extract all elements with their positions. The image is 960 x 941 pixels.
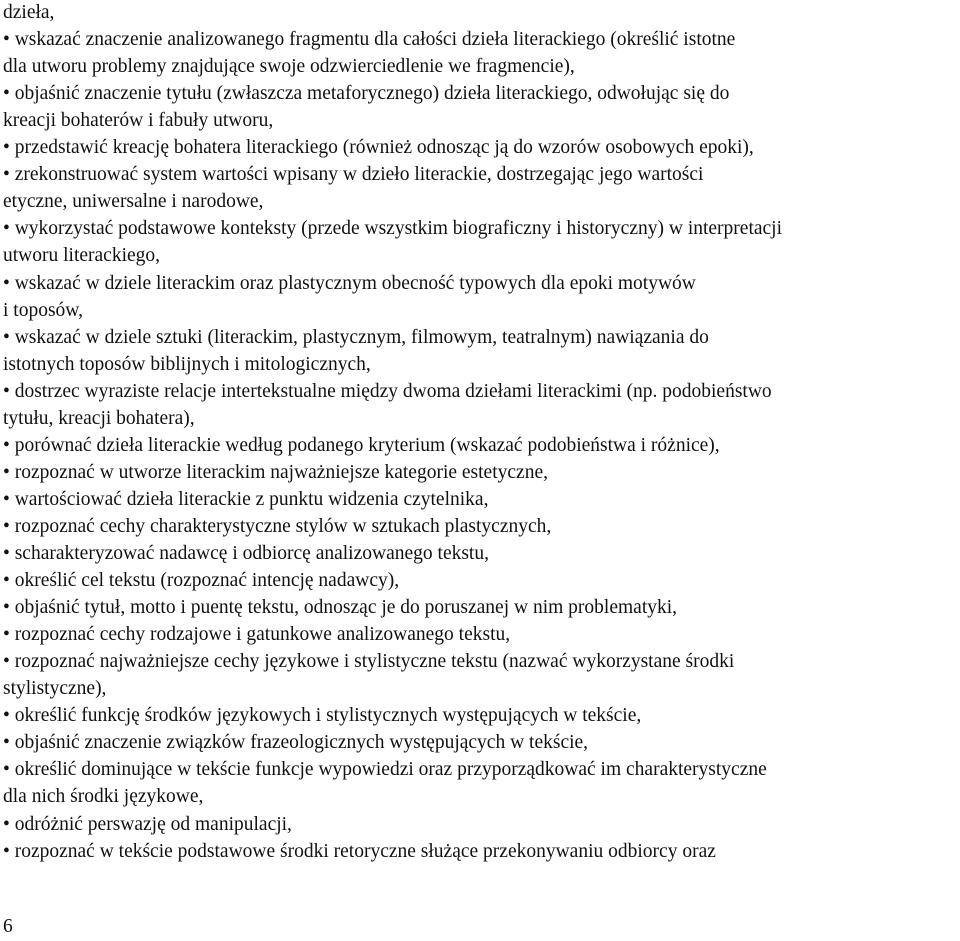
text-line: • wskazać znaczenie analizowanego fragmentu dla całości dzieła literackiego (określić istotne [3, 29, 736, 51]
text-line: dla utworu problemy znajdujące swoje odzwierciedlenie we fragmencie), [3, 56, 575, 78]
text-line: istotnych toposów biblijnych i mitologicznych, [3, 353, 371, 375]
text-line: • wartościować dzieła literackie z punktu widzenia czytelnika, [3, 488, 489, 510]
text-line: • rozpoznać cechy rodzajowe i gatunkowe analizowanego tekstu, [3, 624, 511, 646]
text-line: etyczne, uniwersalne i narodowe, [3, 191, 264, 213]
text-line: • rozpoznać najważniejsze cechy językowe i stylistyczne tekstu (nazwać wykorzystane środki [3, 651, 735, 673]
text-line: tytułu, kreacji bohatera), [3, 407, 195, 429]
text-line: • zrekonstruować system wartości wpisany w dzieło literackie, dostrzegając jego wartości [3, 164, 704, 186]
text-line: dla nich środki językowe, [3, 786, 204, 808]
text-line: • wskazać w dziele sztuki (literackim, plastycznym, filmowym, teatralnym) nawiązania do [3, 326, 709, 348]
text-line: • objaśnić tytuł, motto i puentę tekstu, odnosząc je do poruszanej w nim problematyki, [3, 597, 678, 619]
text-line: • dostrzec wyraziste relacje intertekstualne między dwoma dziełami literackimi (np. podobieństwo [3, 380, 772, 402]
text-line: • rozpoznać cechy charakterystyczne stylów w sztukach plastycznych, [3, 515, 552, 537]
text-line: • porównać dzieła literackie według podanego kryterium (wskazać podobieństwa i różnice), [3, 434, 720, 456]
text-line: i toposów, [3, 299, 83, 321]
text-line: • odróżnić perswazję od manipulacji, [3, 813, 292, 835]
text-line: • objaśnić znaczenie tytułu (zwłaszcza metaforycznego) dzieła literackiego, odwołując się do [3, 83, 730, 105]
text-line: • określić dominujące w tekście funkcje wypowiedzi oraz przyporządkować im charakterystyczne [3, 759, 767, 781]
text-line: • określić funkcję środków językowych i stylistycznych występujących w tekście, [3, 705, 642, 727]
text-line: • wskazać w dziele literackim oraz plastycznym obecność typowych dla epoki motywów [3, 272, 696, 294]
text-line: • określić cel tekstu (rozpoznać intencję nadawcy), [3, 570, 400, 592]
text-line: utworu literackiego, [3, 245, 161, 267]
text-line: • rozpoznać w utworze literackim najważniejsze kategorie estetyczne, [3, 461, 548, 483]
page-number: 6 [3, 916, 13, 937]
text-line: dzieła, [3, 2, 55, 23]
text-line: kreacji bohaterów i fabuły utworu, [3, 110, 274, 132]
text-line: • scharakteryzować nadawcę i odbiorcę analizowanego tekstu, [3, 543, 489, 564]
text-line: stylistyczne), [3, 678, 107, 700]
text-line: • przedstawić kreację bohatera literackiego (również odnosząc ją do wzorów osobowych epoki), [3, 137, 754, 159]
text-line: • objaśnić znaczenie związków frazeologicznych występujących w tekście, [3, 732, 589, 754]
text-line: • rozpoznać w tekście podstawowe środki retoryczne służące przekonywaniu odbiorcy oraz [3, 840, 716, 862]
text-line: • wykorzystać podstawowe konteksty (przede wszystkim biograficzny i historyczny) w interpretacji [3, 218, 783, 240]
